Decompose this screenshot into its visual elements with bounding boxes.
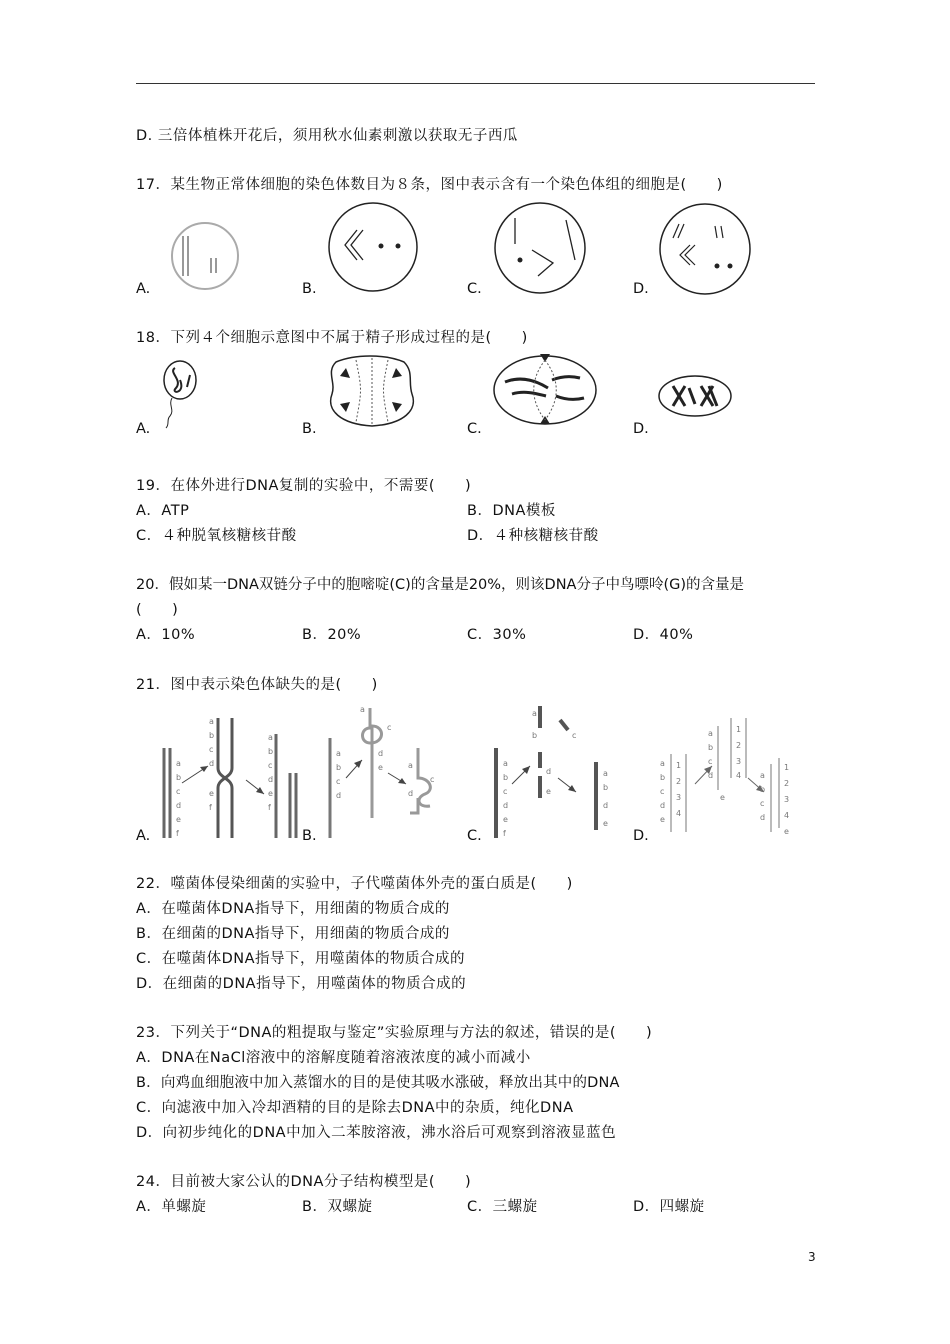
svg-text:e: e bbox=[660, 815, 665, 824]
q19-stem: 19．在体外进行DNA复制的实验中，不需要( ) bbox=[136, 478, 472, 494]
svg-text:c: c bbox=[176, 787, 181, 796]
svg-text:c: c bbox=[572, 731, 577, 740]
svg-text:e: e bbox=[176, 815, 181, 824]
q20-stem-cont: ( ) bbox=[136, 602, 179, 618]
q17-label-a: A. bbox=[136, 281, 151, 297]
q18-label-d: D. bbox=[633, 421, 649, 437]
q21-diagram-d bbox=[660, 718, 789, 836]
q20-stem: 20．假如某一DNA双链分子中的胞嘧啶(C)的含量是20%，则该DNA分子中鸟嘌呤(G)的含量是 bbox=[136, 577, 745, 593]
svg-text:4: 4 bbox=[784, 811, 790, 820]
q21-diagram-b bbox=[330, 705, 434, 838]
q21-diagram-a bbox=[164, 717, 296, 838]
svg-text:a: a bbox=[532, 709, 537, 718]
svg-text:a: a bbox=[176, 759, 181, 768]
svg-text:a: a bbox=[708, 729, 713, 738]
q17-label-c: C. bbox=[467, 281, 482, 297]
svg-text:2: 2 bbox=[676, 777, 682, 786]
svg-text:4: 4 bbox=[676, 809, 682, 818]
q23-option-c: C．向滤液中加入冷却酒精的目的是除去DNA中的杂质，纯化DNA bbox=[136, 1100, 574, 1116]
svg-text:1: 1 bbox=[784, 763, 790, 772]
q16-option-d: D. 三倍体植株开花后，须用秋水仙素刺激以获取无子西瓜 bbox=[136, 128, 518, 144]
svg-text:c: c bbox=[708, 757, 713, 766]
q22-stem: 22．噬菌体侵染细菌的实验中，子代噬菌体外壳的蛋白质是( ) bbox=[136, 876, 573, 892]
svg-text:f: f bbox=[176, 829, 179, 838]
q19-option-c: C．４种脱氧核糖核苷酸 bbox=[136, 528, 297, 544]
svg-text:f: f bbox=[209, 803, 212, 812]
svg-text:b: b bbox=[603, 783, 609, 792]
q22-option-d: D．在细菌的DNA指导下，用噬菌体的物质合成的 bbox=[136, 976, 467, 992]
svg-text:a: a bbox=[603, 769, 608, 778]
q18-label-c: C. bbox=[467, 421, 482, 437]
svg-text:d: d bbox=[378, 749, 384, 758]
svg-text:d: d bbox=[546, 767, 552, 776]
svg-text:d: d bbox=[408, 789, 414, 798]
q21-stem: 21．图中表示染色体缺失的是( ) bbox=[136, 677, 378, 693]
q19-option-d: D．４种核糖核苷酸 bbox=[467, 528, 599, 544]
q20-option-a: A．10% bbox=[136, 627, 196, 643]
svg-text:b: b bbox=[660, 773, 666, 782]
svg-text:a: a bbox=[503, 759, 508, 768]
svg-text:d: d bbox=[708, 771, 714, 780]
q18-figures bbox=[0, 350, 950, 430]
q17-cell-c bbox=[495, 203, 585, 293]
q17-label-b: B. bbox=[302, 281, 317, 297]
svg-text:d: d bbox=[660, 801, 666, 810]
svg-text:c: c bbox=[760, 799, 765, 808]
svg-text:b: b bbox=[336, 763, 342, 772]
svg-text:c: c bbox=[336, 777, 341, 786]
svg-text:e: e bbox=[209, 789, 214, 798]
q17-stem: 17．某生物正常体细胞的染色体数目为８条，图中表示含有一个染色体组的细胞是( ) bbox=[136, 177, 723, 193]
svg-text:3: 3 bbox=[784, 795, 790, 804]
svg-text:b: b bbox=[708, 743, 714, 752]
svg-text:d: d bbox=[336, 791, 342, 800]
svg-text:a: a bbox=[408, 761, 413, 770]
svg-text:a: a bbox=[209, 717, 214, 726]
q18-sperm bbox=[164, 361, 196, 428]
q20-option-d: D．40% bbox=[633, 627, 694, 643]
svg-text:a: a bbox=[660, 759, 665, 768]
svg-text:e: e bbox=[720, 793, 725, 802]
q24-option-a: A．单螺旋 bbox=[136, 1199, 207, 1215]
q18-label-a: A. bbox=[136, 421, 151, 437]
svg-text:3: 3 bbox=[676, 793, 682, 802]
q17-cell-a bbox=[172, 223, 238, 289]
svg-text:e: e bbox=[603, 819, 608, 828]
q21-label-a: A. bbox=[136, 828, 151, 844]
q17-label-d: D. bbox=[633, 281, 649, 297]
q24-option-c: C．三螺旋 bbox=[467, 1199, 538, 1215]
q20-option-c: C．30% bbox=[467, 627, 527, 643]
q24-option-d: D．四螺旋 bbox=[633, 1199, 705, 1215]
header-rule bbox=[136, 83, 815, 84]
page-number: 3 bbox=[808, 1250, 816, 1264]
q22-option-c: C．在噬菌体DNA指导下，用噬菌体的物质合成的 bbox=[136, 951, 466, 967]
svg-text:c: c bbox=[387, 723, 392, 732]
svg-text:4: 4 bbox=[736, 771, 742, 780]
svg-text:b: b bbox=[176, 773, 182, 782]
svg-text:3: 3 bbox=[736, 757, 742, 766]
q23-option-b: B．向鸡血细胞液中加入蒸馏水的目的是使其吸水涨破，释放出其中的DNA bbox=[136, 1075, 620, 1091]
q23-stem: 23．下列关于“DNA的粗提取与鉴定”实验原理与方法的叙述，错误的是( ) bbox=[136, 1025, 653, 1041]
svg-text:a: a bbox=[360, 705, 365, 714]
q20-option-b: B．20% bbox=[302, 627, 362, 643]
q24-option-b: B．双螺旋 bbox=[302, 1199, 373, 1215]
svg-text:b: b bbox=[268, 747, 274, 756]
svg-text:e: e bbox=[378, 763, 383, 772]
q21-label-b: B. bbox=[302, 828, 317, 844]
q18-cell-d bbox=[659, 376, 731, 416]
svg-text:b: b bbox=[532, 731, 538, 740]
q17-cell-b bbox=[329, 203, 417, 291]
svg-text:f: f bbox=[503, 829, 506, 838]
q21-label-d: D. bbox=[633, 828, 649, 844]
q23-option-d: D．向初步纯化的DNA中加入二苯胺溶液，沸水浴后可观察到溶液显蓝色 bbox=[136, 1125, 617, 1141]
q19-option-a: A．ATP bbox=[136, 503, 190, 519]
svg-text:1: 1 bbox=[676, 761, 682, 770]
svg-text:d: d bbox=[209, 759, 215, 768]
q23-option-a: A．DNA在NaCl溶液中的溶解度随着溶液浓度的减小而减小 bbox=[136, 1050, 531, 1066]
svg-text:c: c bbox=[209, 745, 214, 754]
q18-cell-b bbox=[331, 356, 414, 426]
svg-text:d: d bbox=[176, 801, 182, 810]
q22-option-a: A．在噬菌体DNA指导下，用细菌的物质合成的 bbox=[136, 901, 450, 917]
q17-figures bbox=[0, 200, 950, 340]
svg-text:a: a bbox=[760, 771, 765, 780]
svg-text:b: b bbox=[209, 731, 215, 740]
svg-text:b: b bbox=[760, 785, 766, 794]
svg-text:c: c bbox=[503, 787, 508, 796]
svg-text:d: d bbox=[603, 801, 609, 810]
svg-text:2: 2 bbox=[784, 779, 790, 788]
svg-text:d: d bbox=[503, 801, 509, 810]
q21-figures bbox=[0, 698, 950, 848]
svg-text:e: e bbox=[268, 789, 273, 798]
svg-text:d: d bbox=[760, 813, 766, 822]
q21-diagram-c bbox=[496, 706, 608, 838]
svg-text:2: 2 bbox=[736, 741, 742, 750]
q18-stem: 18．下列４个细胞示意图中不属于精子形成过程的是( ) bbox=[136, 330, 528, 346]
svg-text:d: d bbox=[268, 775, 274, 784]
svg-text:c: c bbox=[430, 775, 435, 784]
svg-text:a: a bbox=[336, 749, 341, 758]
q18-label-b: B. bbox=[302, 421, 317, 437]
svg-text:e: e bbox=[784, 827, 789, 836]
svg-text:c: c bbox=[268, 761, 273, 770]
q19-option-b: B．DNA模板 bbox=[467, 503, 556, 519]
q24-stem: 24．目前被大家公认的DNA分子结构模型是( ) bbox=[136, 1174, 472, 1190]
svg-text:b: b bbox=[503, 773, 509, 782]
q22-option-b: B．在细菌的DNA指导下，用细菌的物质合成的 bbox=[136, 926, 450, 942]
svg-text:f: f bbox=[268, 803, 271, 812]
svg-text:1: 1 bbox=[736, 725, 742, 734]
svg-text:c: c bbox=[660, 787, 665, 796]
svg-text:e: e bbox=[503, 815, 508, 824]
q17-cell-d bbox=[660, 204, 750, 294]
q21-label-c: C. bbox=[467, 828, 482, 844]
q18-cell-c bbox=[494, 354, 596, 424]
svg-text:a: a bbox=[268, 733, 273, 742]
svg-text:e: e bbox=[546, 787, 551, 796]
